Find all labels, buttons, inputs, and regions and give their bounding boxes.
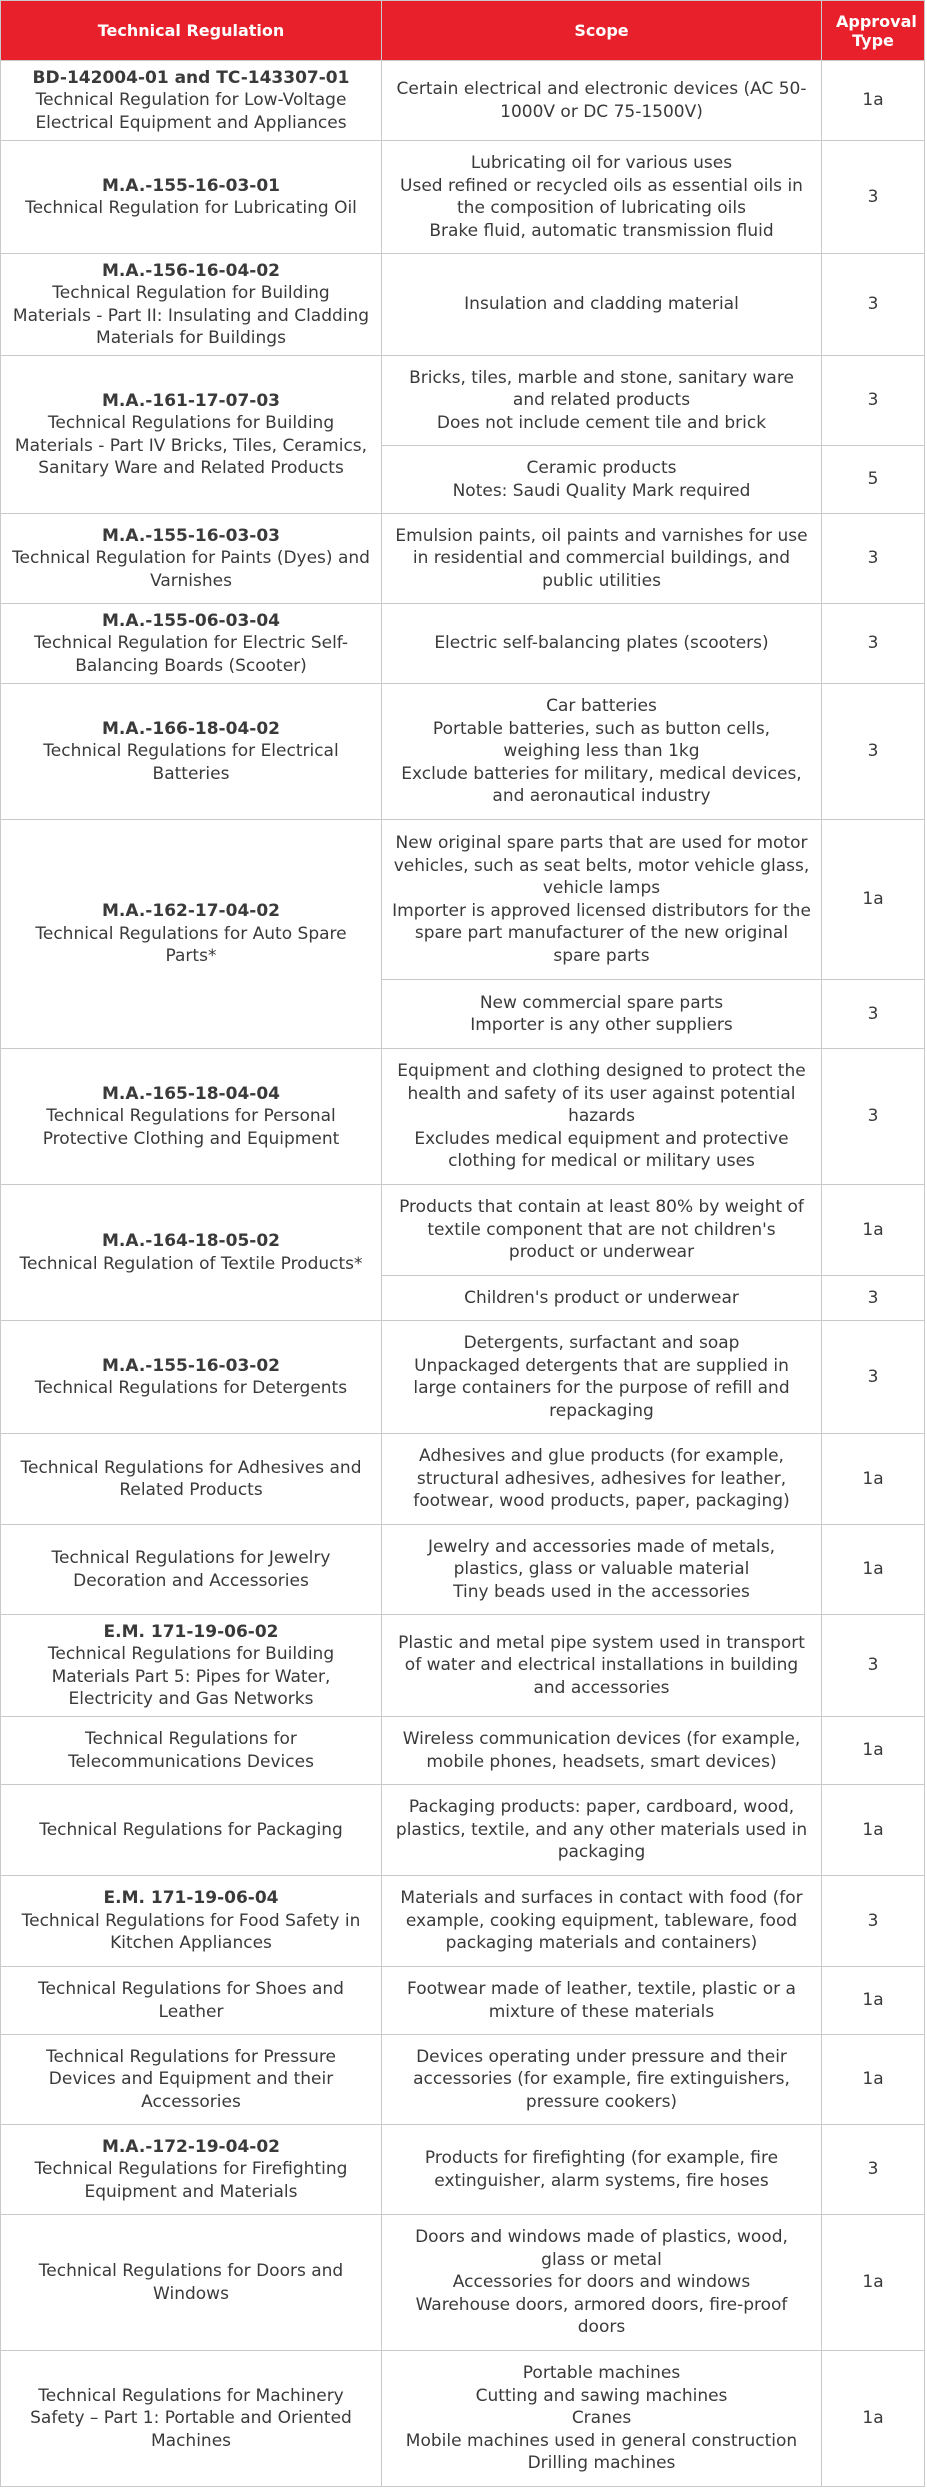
- regulation-name: Technical Regulation of Textile Products*: [19, 1253, 363, 1274]
- scope-line: Insulation and cladding material: [464, 294, 739, 315]
- scope-cell: [382, 1525, 822, 1615]
- scope-cell: [382, 1276, 822, 1321]
- approval-type-cell: 3: [822, 2125, 925, 2215]
- regulation-name: Technical Regulations for Detergents: [34, 1378, 348, 1398]
- scope-cell: [382, 684, 822, 820]
- scope-line: Accessories for doors and windows: [452, 2272, 751, 2293]
- scope-line: Certain electrical and electronic devices (AC 50-1000V or DC 75-1500V): [396, 79, 807, 122]
- table-row: [1, 2215, 925, 2351]
- regulation-name: Technical Regulation for Building Materials - Part II: Insulating and Cladding Materials for Buildings: [12, 283, 370, 348]
- scope-line: Products for firefighting (for example, fire extinguisher, alarm systems, fire hoses: [424, 2148, 779, 2191]
- regulation-cell: [1, 61, 382, 141]
- regulation-name: Technical Regulations for Building Materials - Part IV Bricks, Tiles, Ceramics, Sanitary Ware and Related Products: [14, 413, 368, 478]
- regulation-name: Technical Regulations for Doors and Windows: [38, 2261, 344, 2304]
- regulation-code: M.A.-166-18-04-02: [102, 718, 280, 739]
- regulation-cell: [1, 1615, 382, 1717]
- regulation-name: Technical Regulations for Auto Spare Parts*: [35, 923, 347, 967]
- regulation-cell: [1, 1434, 382, 1525]
- approval-type-cell: 1a: [822, 1185, 925, 1276]
- table-body: [1, 61, 925, 2487]
- table-row: [1, 1185, 925, 1276]
- regulation-code: M.A.-155-06-03-04: [102, 610, 280, 631]
- regulation-name: Technical Regulations for Machinery Safety – Part 1: Portable and Oriented Machines: [30, 2385, 352, 2451]
- approval-type-cell: 1a: [822, 1785, 925, 1876]
- scope-cell: [382, 356, 822, 446]
- scope-line: Unpackaged detergents that are supplied in large containers for the purpose of refill and repackaging: [413, 1355, 790, 1421]
- table-row: [1, 1785, 925, 1876]
- approval-type-cell: 1a: [822, 61, 925, 141]
- approval-type-cell: 3: [822, 1276, 925, 1321]
- regulation-name: Technical Regulation for Paints (Dyes) and Varnishes: [12, 548, 370, 591]
- table-row: [1, 1876, 925, 1967]
- regulation-cell: [1, 2125, 382, 2215]
- scope-line: Drilling machines: [527, 2453, 676, 2474]
- regulation-code: E.M. 171-19-06-02: [103, 1621, 279, 1642]
- regulation-cell: [1, 254, 382, 356]
- scope-line: Plastic and metal pipe system used in transport of water and electrical installations in building and accessories: [398, 1632, 805, 1698]
- table-row: [1, 684, 925, 820]
- scope-line: Footwear made of leather, textile, plastic or a mixture of these materials: [407, 1979, 796, 2022]
- scope-line: Importer is approved licensed distributors for the spare part manufacturer of the new original spare parts: [392, 900, 811, 966]
- approval-type-cell: 3: [822, 684, 925, 820]
- regulation-cell: [1, 514, 382, 604]
- approval-type-cell: 3: [822, 254, 925, 356]
- regulation-code: M.A.-164-18-05-02: [102, 1231, 280, 1251]
- scope-line: Materials and surfaces in contact with food (for example, cooking equipment, tableware, food packaging materials and containers): [400, 1888, 803, 1954]
- regulation-code: BD-142004-01 and TC-143307-01: [32, 67, 350, 88]
- regulation-code: M.A.-155-16-03-03: [102, 525, 280, 546]
- regulation-name: Technical Regulation for Electric Self-Balancing Boards (Scooter): [34, 633, 348, 676]
- scope-line: Lubricating oil for various uses: [470, 153, 733, 173]
- scope-cell: [382, 2035, 822, 2125]
- approval-type-cell: 1a: [822, 2215, 925, 2351]
- regulation-name: Technical Regulations for Shoes and Leather: [38, 1979, 344, 2022]
- regulation-name: Technical Regulations for Packaging: [39, 1819, 343, 1840]
- scope-line: New commercial spare parts: [479, 992, 724, 1013]
- table-row: [1, 141, 925, 254]
- scope-cell: [382, 2351, 822, 2487]
- regulation-code: M.A.-155-16-03-01: [102, 175, 280, 196]
- regulation-code: M.A.-172-19-04-02: [102, 2136, 280, 2157]
- scope-cell: [382, 1876, 822, 1967]
- scope-cell: [382, 514, 822, 604]
- scope-line: Tiny beads used in the accessories: [453, 1581, 750, 1602]
- regulation-cell: [1, 820, 382, 1049]
- scope-line: Mobile machines used in general construction: [405, 2430, 798, 2451]
- approval-type-cell: 3: [822, 1615, 925, 1717]
- scope-line: Importer is any other suppliers: [470, 1015, 733, 1035]
- regulation-name: Technical Regulations for Jewelry Decoration and Accessories: [51, 1548, 331, 1591]
- table-header: [1, 1, 925, 61]
- table-row: [1, 820, 925, 980]
- scope-cell: [382, 1185, 822, 1276]
- scope-cell: [382, 1615, 822, 1717]
- regulation-cell: [1, 1717, 382, 1785]
- scope-line: Children's product or underwear: [464, 1287, 739, 1308]
- scope-line: Jewelry and accessories made of metals, plastics, glass or valuable material: [427, 1536, 776, 1580]
- scope-line: Detergents, surfactant and soap: [463, 1333, 740, 1353]
- approval-type-cell: 3: [822, 1321, 925, 1434]
- regulation-cell: [1, 356, 382, 514]
- approval-type-cell: 3: [822, 1049, 925, 1185]
- regulation-name: Technical Regulations for Food Safety in Kitchen Appliances: [21, 1910, 361, 1954]
- approval-type-cell: 3: [822, 141, 925, 254]
- scope-line: Bricks, tiles, marble and stone, sanitary ware and related products: [409, 367, 794, 411]
- approval-type-cell: 3: [822, 980, 925, 1049]
- scope-line: Products that contain at least 80% by weight of textile component that are not children's product or underwear: [399, 1197, 804, 1263]
- table-row: [1, 2035, 925, 2125]
- scope-cell: [382, 2215, 822, 2351]
- table-row: [1, 1049, 925, 1185]
- scope-line: New original spare parts that are used for motor vehicles, such as seat belts, motor vehicle glass, vehicle lamps: [393, 833, 810, 898]
- regulation-cell: [1, 141, 382, 254]
- table-row: [1, 2125, 925, 2215]
- scope-cell: [382, 1785, 822, 1876]
- approval-type-cell: 1a: [822, 2035, 925, 2125]
- regulation-cell: [1, 1967, 382, 2035]
- table-row: [1, 1615, 925, 1717]
- scope-line: Warehouse doors, armored doors, fire-proof doors: [415, 2294, 788, 2338]
- table-row: [1, 514, 925, 604]
- table-row: [1, 61, 925, 141]
- table-row: [1, 604, 925, 684]
- scope-cell: [382, 61, 822, 141]
- scope-line: Exclude batteries for military, medical devices, and aeronautical industry: [401, 763, 802, 807]
- table-row: [1, 1321, 925, 1434]
- regulation-name: Technical Regulation for Low-Voltage Electrical Equipment and Appliances: [35, 90, 347, 133]
- table-row: [1, 254, 925, 356]
- approval-type-cell: 1a: [822, 1967, 925, 2035]
- approval-type-cell: 3: [822, 514, 925, 604]
- approval-type-cell: 1a: [822, 1434, 925, 1525]
- regulation-code: M.A.-156-16-04-02: [102, 260, 280, 281]
- scope-cell: [382, 604, 822, 684]
- scope-cell: [382, 820, 822, 980]
- scope-line: Packaging products: paper, cardboard, wood, plastics, textile, and any other materials used in packaging: [395, 1797, 808, 1863]
- regulation-code: M.A.-165-18-04-04: [102, 1083, 280, 1104]
- regulation-cell: [1, 1185, 382, 1321]
- scope-cell: [382, 1967, 822, 2035]
- approval-type-cell: 3: [822, 1876, 925, 1967]
- regulation-cell: [1, 1049, 382, 1185]
- regulation-name: Technical Regulations for Adhesives and Related Products: [20, 1457, 362, 1500]
- header-scope: Scope: [382, 1, 822, 61]
- scope-line: Car batteries: [546, 696, 657, 717]
- approval-type-cell: 3: [822, 356, 925, 446]
- scope-line: Doors and windows made of plastics, wood, glass or metal: [415, 2227, 788, 2270]
- scope-cell: [382, 141, 822, 254]
- regulation-cell: [1, 2215, 382, 2351]
- table-row: [1, 1717, 925, 1785]
- scope-cell: [382, 254, 822, 356]
- approval-type-cell: 1a: [822, 1717, 925, 1785]
- regulation-name: Technical Regulations for Pressure Devices and Equipment and their Accessories: [46, 2046, 336, 2112]
- regulation-code: M.A.-161-17-07-03: [102, 390, 280, 411]
- regulation-name: Technical Regulation for Lubricating Oil: [25, 198, 357, 218]
- scope-cell: [382, 1321, 822, 1434]
- scope-line: Excludes medical equipment and protective clothing for medical or military uses: [414, 1128, 789, 1172]
- regulation-name: Technical Regulations for Building Materials Part 5: Pipes for Water, Electricity and Gas Networks: [47, 1644, 335, 1709]
- regulation-cell: [1, 2351, 382, 2487]
- table-row: [1, 1525, 925, 1615]
- regulation-code: E.M. 171-19-06-04: [103, 1888, 279, 1909]
- table-row: [1, 2351, 925, 2487]
- scope-line: Electric self-balancing plates (scooters): [434, 633, 769, 654]
- regulation-cell: [1, 1876, 382, 1967]
- scope-cell: [382, 980, 822, 1049]
- scope-line: Equipment and clothing designed to protect the health and safety of its user against potential hazards: [397, 1061, 806, 1127]
- scope-line: Adhesives and glue products (for example, structural adhesives, adhesives for leather, footwear, wood products, paper, packaging): [413, 1446, 790, 1512]
- regulation-cell: [1, 684, 382, 820]
- scope-line: Portable machines: [522, 2363, 681, 2384]
- header-approval-type: Approval Type: [822, 1, 925, 61]
- scope-line: Ceramic products: [526, 458, 677, 478]
- regulation-name: Technical Regulations for Personal Protective Clothing and Equipment: [42, 1106, 340, 1149]
- scope-cell: [382, 2125, 822, 2215]
- regulation-cell: [1, 1525, 382, 1615]
- scope-line: Notes: Saudi Quality Mark required: [452, 480, 751, 501]
- table-row: [1, 1434, 925, 1525]
- header-technical-regulation: Technical Regulation: [1, 1, 382, 61]
- approval-type-cell: 3: [822, 604, 925, 684]
- regulation-name: Technical Regulations for Electrical Batteries: [43, 741, 339, 784]
- regulation-name: Technical Regulations for Firefighting Equipment and Materials: [34, 2159, 348, 2202]
- scope-line: Used refined or recycled oils as essential oils in the composition of lubricating oils: [400, 175, 803, 218]
- scope-line: Wireless communication devices (for example, mobile phones, headsets, smart devices): [402, 1729, 801, 1772]
- scope-line: Devices operating under pressure and their accessories (for example, fire extinguishers, pressure cookers): [413, 2046, 790, 2112]
- approval-type-cell: 1a: [822, 2351, 925, 2487]
- approval-type-cell: 1a: [822, 820, 925, 980]
- approval-type-cell: 1a: [822, 1525, 925, 1615]
- regulation-name: Technical Regulations for Telecommunications Devices: [68, 1729, 314, 1772]
- scope-cell: [382, 446, 822, 514]
- scope-line: Brake fluid, automatic transmission fluid: [429, 220, 774, 241]
- table-row: [1, 356, 925, 446]
- scope-line: Emulsion paints, oil paints and varnishes for use in residential and commercial buildings, and public utilities: [395, 525, 808, 591]
- scope-cell: [382, 1049, 822, 1185]
- regulation-cell: [1, 604, 382, 684]
- regulation-code: M.A.-162-17-04-02: [102, 901, 280, 922]
- scope-cell: [382, 1717, 822, 1785]
- header-row: [1, 1, 925, 61]
- approval-type-cell: 5: [822, 446, 925, 514]
- regulation-code: M.A.-155-16-03-02: [102, 1355, 280, 1376]
- scope-line: Cranes: [571, 2408, 632, 2429]
- scope-line: Portable batteries, such as button cells, weighing less than 1kg: [432, 718, 771, 762]
- regulation-cell: [1, 1321, 382, 1434]
- regulation-cell: [1, 2035, 382, 2125]
- scope-cell: [382, 1434, 822, 1525]
- scope-line: Cutting and sawing machines: [475, 2385, 728, 2406]
- scope-line: Does not include cement tile and brick: [436, 412, 767, 433]
- regulation-cell: [1, 1785, 382, 1876]
- table-row: [1, 1967, 925, 2035]
